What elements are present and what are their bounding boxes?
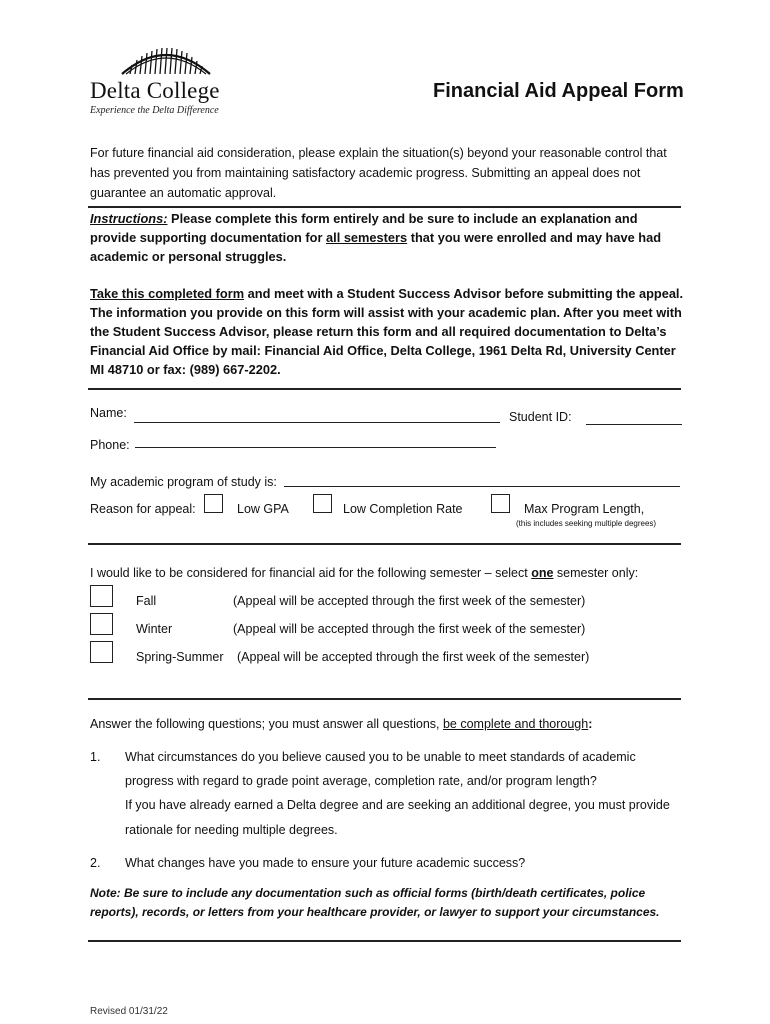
instructions-label: Instructions: bbox=[90, 211, 168, 226]
revised-date: Revised 01/31/22 bbox=[90, 1006, 168, 1017]
program-field[interactable] bbox=[284, 486, 680, 487]
max-program-length-checkbox[interactable] bbox=[491, 494, 510, 513]
winter-note: (Appeal will be accepted through the first week of the semester) bbox=[233, 622, 586, 636]
max-program-length-label: Max Program Length, bbox=[524, 502, 645, 516]
student-id-field[interactable] bbox=[586, 424, 682, 425]
divider bbox=[88, 940, 681, 942]
form-title: Financial Aid Appeal Form bbox=[433, 80, 684, 102]
instructions-text: that you were enrolled and may have had academic or personal struggles. bbox=[90, 230, 662, 264]
spring-summer-checkbox[interactable] bbox=[90, 641, 113, 663]
name-field[interactable] bbox=[134, 422, 500, 423]
semester-prompt bbox=[90, 566, 638, 580]
divider bbox=[88, 206, 681, 208]
instructions-block bbox=[90, 209, 684, 379]
questions-prompt bbox=[90, 717, 592, 731]
questions-prompt-emphasis: be complete and thorough bbox=[442, 717, 589, 731]
question-1-line: rationale for needing multiple degrees. bbox=[125, 823, 338, 837]
divider bbox=[88, 388, 681, 390]
questions-prompt-text: Answer the following questions; you must answer all questions, bbox=[90, 717, 443, 731]
winter-label: Winter bbox=[136, 622, 173, 636]
instructions-text: and meet with a Student Success Advisor before submitting the appeal. The information you provide on this form will assist with your academic plan. After you meet with the Student Success Advisor, please return this form and all required documentation to Delta’s Financial Aid Office by mail: Financial Aid Office, Delta College, 1961 Delta Rd, University Center MI 48710 or fax: (989) 667-2202. bbox=[90, 286, 684, 377]
reason-label: Reason for appeal: bbox=[90, 502, 196, 516]
name-label: Name: bbox=[90, 406, 127, 420]
fall-note: (Appeal will be accepted through the first week of the semester) bbox=[233, 594, 586, 608]
fall-label: Fall bbox=[136, 594, 157, 608]
instructions-paragraph-2 bbox=[90, 284, 684, 379]
question-2-text: What changes have you made to ensure your future academic success? bbox=[125, 856, 526, 870]
question-1-line: What circumstances do you believe caused you to be unable to meet standards of academic bbox=[125, 750, 636, 764]
low-gpa-checkbox[interactable] bbox=[204, 494, 223, 513]
intro-paragraph: For future financial aid consideration, please explain the situation(s) beyond your reasonable control that has prevented you from maintaining satisfactory academic progress. Submitting an appeal does not guarantee an automatic approval. bbox=[90, 146, 667, 200]
bridge-arch-icon bbox=[120, 44, 212, 76]
semester-prompt-text: semester only: bbox=[553, 566, 639, 580]
documentation-note: Note: Be sure to include any documentation such as official forms (birth/death certificates, police reports), records, or letters from your healthcare provider, or lawyer to support your circumstances. bbox=[90, 886, 660, 919]
question-2-number: 2. bbox=[90, 856, 101, 870]
question-1-line: If you have already earned a Delta degree and are seeking an additional degree, you must provide bbox=[125, 798, 670, 812]
instructions-paragraph-1 bbox=[90, 209, 684, 266]
instructions-emphasis: all semesters bbox=[326, 230, 408, 245]
winter-checkbox[interactable] bbox=[90, 613, 113, 635]
low-completion-rate-checkbox[interactable] bbox=[313, 494, 332, 513]
low-gpa-label: Low GPA bbox=[237, 502, 289, 516]
fall-checkbox[interactable] bbox=[90, 585, 113, 607]
logo-name: Delta College bbox=[90, 78, 220, 103]
question-1-number: 1. bbox=[90, 750, 101, 764]
instructions-text: Please complete this form entirely and be sure to include an explanation and provide supporting documentation for bbox=[90, 211, 638, 245]
phone-field[interactable] bbox=[135, 447, 496, 448]
spring-summer-label: Spring-Summer bbox=[136, 650, 224, 664]
delta-college-logo bbox=[90, 44, 240, 120]
divider bbox=[88, 698, 681, 700]
semester-prompt-emphasis: one bbox=[531, 566, 554, 580]
spring-summer-note: (Appeal will be accepted through the first week of the semester) bbox=[237, 650, 590, 664]
instructions-emphasis: Take this completed form bbox=[90, 286, 245, 301]
logo-tagline: Experience the Delta Difference bbox=[90, 105, 219, 116]
student-id-label: Student ID: bbox=[509, 410, 572, 424]
low-completion-rate-label: Low Completion Rate bbox=[343, 502, 463, 516]
questions-prompt-text: : bbox=[588, 717, 593, 731]
semester-prompt-text: I would like to be considered for financial aid for the following semester – select bbox=[90, 566, 532, 580]
max-program-length-note: (this includes seeking multiple degrees) bbox=[516, 519, 657, 528]
phone-label: Phone: bbox=[90, 438, 130, 452]
program-label: My academic program of study is: bbox=[90, 475, 277, 489]
divider bbox=[88, 543, 681, 545]
question-1-line: progress with regard to grade point average, completion rate, and/or program length? bbox=[125, 774, 597, 788]
